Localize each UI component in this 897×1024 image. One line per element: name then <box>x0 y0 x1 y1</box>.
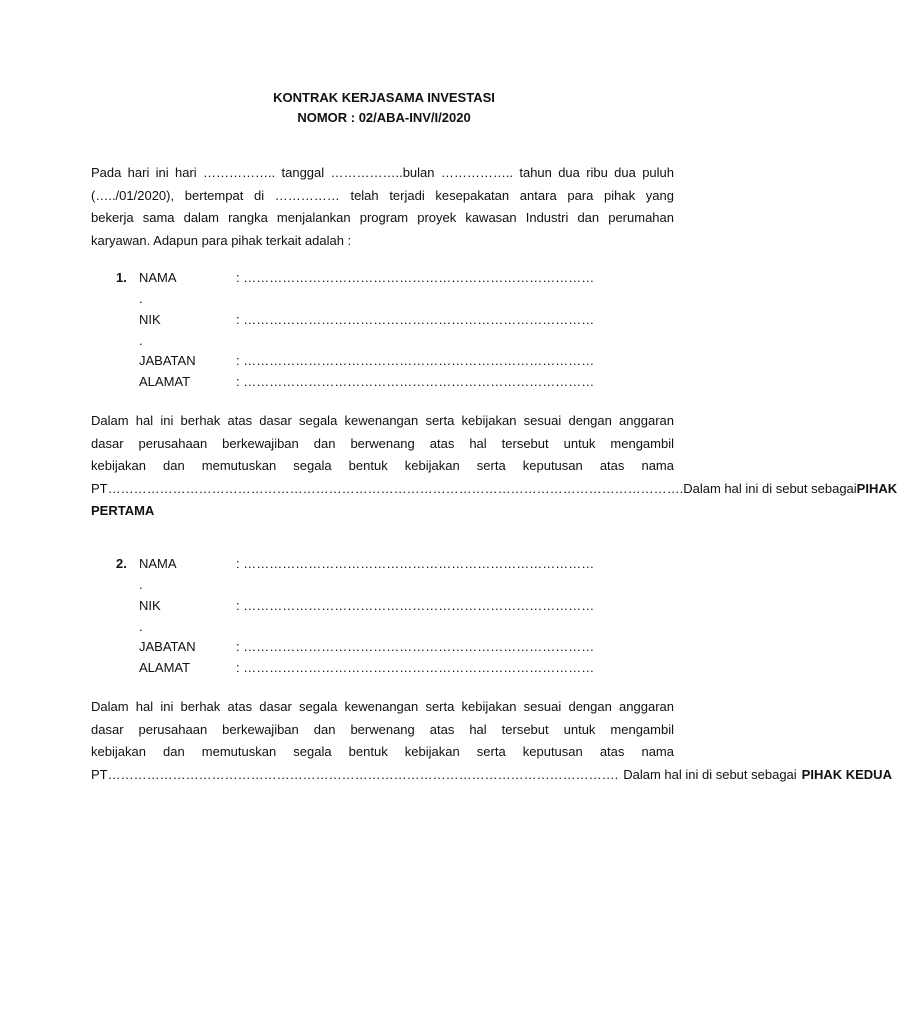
nik-label: NIK <box>139 312 161 327</box>
party-role: PIHAK KEDUA <box>801 766 892 782</box>
wrap-dot: . <box>139 577 143 592</box>
paragraph-line: kebijakan dan memutuskan segala bentuk kebijakan serta keputusan atas nama <box>91 744 674 759</box>
party-1-paragraph <box>91 410 897 523</box>
document-title: KONTRAK KERJASAMA INVESTASI <box>273 90 495 105</box>
wrap-dot: . <box>139 619 143 634</box>
paragraph-line <box>91 764 892 787</box>
paragraph-line: Dalam hal ini berhak atas dasar segala kewenangan serta kebijakan sesuai dengan anggaran <box>91 699 674 714</box>
party-2-paragraph <box>91 696 892 786</box>
paragraph-line: dasar perusahaan berkewajiban dan berwenang atas hal tersebut untuk mengambil <box>91 435 674 451</box>
jabatan-field[interactable]: : ……………………………………………………………………… <box>236 353 595 368</box>
jabatan-label: JABATAN <box>139 353 196 368</box>
pt-name-field[interactable]: PT……………………………………………………………………………………………………………………. <box>91 480 684 496</box>
nama-label: NAMA <box>139 556 177 571</box>
alamat-label: ALAMAT <box>139 660 191 675</box>
intro-paragraph <box>91 162 674 252</box>
alamat-label: ALAMAT <box>139 374 191 389</box>
jabatan-field[interactable]: : ……………………………………………………………………… <box>236 639 595 654</box>
nama-field[interactable]: : ……………………………………………………………………… <box>236 556 595 571</box>
nik-field[interactable]: : ……………………………………………………………………… <box>236 312 595 327</box>
paragraph-line: dasar perusahaan berkewajiban dan berwenang atas hal tersebut untuk mengambil <box>91 721 674 737</box>
intro-line: bekerja sama dalam rangka menjalankan program proyek kawasan Industri dan perumahan <box>91 210 674 225</box>
nama-label: NAMA <box>139 270 177 285</box>
paragraph-line <box>91 478 897 501</box>
paragraph-line: Dalam hal ini berhak atas dasar segala kewenangan serta kebijakan sesuai dengan anggaran <box>91 413 674 428</box>
nik-label: NIK <box>139 598 161 613</box>
party-role-continued: PERTAMA <box>91 503 155 518</box>
party-1-number: 1. <box>116 270 127 285</box>
intro-line: karyawan. Adapun para pihak terkait adalah : <box>91 232 352 248</box>
wrap-dot: . <box>139 333 143 348</box>
jabatan-label: JABATAN <box>139 639 196 654</box>
intro-line: (…../01/2020), bertempat di …………… telah terjadi kesepakatan antara para pihak yang <box>91 187 674 203</box>
wrap-dot: . <box>139 291 143 306</box>
designation-text: Dalam hal ini di sebut sebagai <box>683 480 857 496</box>
designation-text: Dalam hal ini di sebut sebagai <box>623 766 797 782</box>
party-role: PIHAK <box>856 480 897 496</box>
intro-line: Pada hari ini hari …………….. tanggal ……………..bulan …………….. tahun dua ribu dua puluh <box>91 165 674 180</box>
nik-field[interactable]: : ……………………………………………………………………… <box>236 598 595 613</box>
document-number: NOMOR : 02/ABA-INV/I/2020 <box>297 110 471 125</box>
party-2-number: 2. <box>116 556 127 571</box>
pt-name-field[interactable]: PT………………………………………………………………………………………………………. <box>91 766 619 782</box>
alamat-field[interactable]: : ……………………………………………………………………… <box>236 660 595 675</box>
paragraph-line: kebijakan dan memutuskan segala bentuk kebijakan serta keputusan atas nama <box>91 458 674 473</box>
alamat-field[interactable]: : ……………………………………………………………………… <box>236 374 595 389</box>
nama-field[interactable]: : ……………………………………………………………………… <box>236 270 595 285</box>
